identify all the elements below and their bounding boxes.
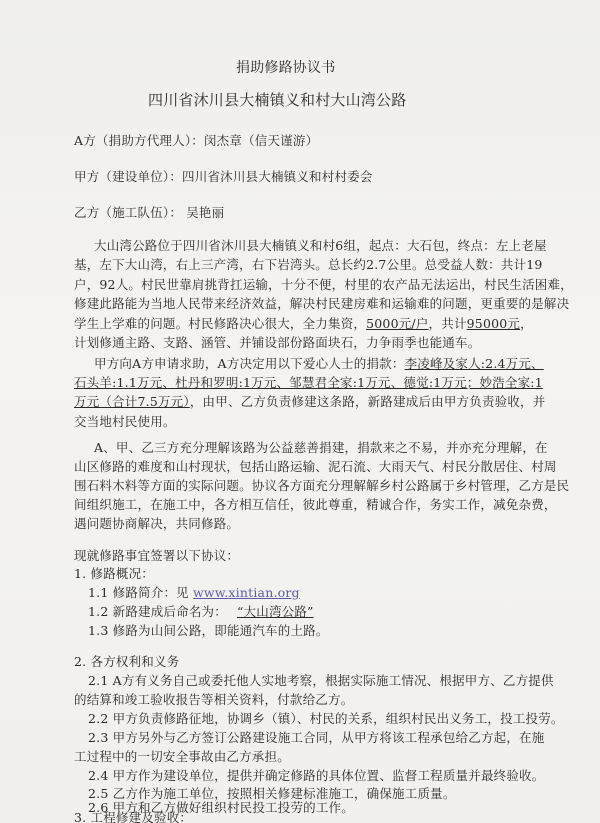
party-yi: 乙方（施工队伍）： 吴艳丽 <box>74 205 225 220</box>
para3-line: 遇问题协商解决，共同修路。 <box>74 516 240 531</box>
para2-line: 交当地村民使用。 <box>74 414 176 429</box>
donor-list: 李凌峰及家人:2.4万元、 <box>404 356 544 371</box>
section1-item-2 <box>88 604 324 620</box>
para1-line: 基，左下大山湾，右上三产湾，右下岩湾头。总长约2.7公里。总受益人数：共计19 <box>74 257 543 272</box>
para2-line <box>94 356 544 372</box>
para3-line: A、甲、乙三方充分理解该路为公益慈善捐建，捐款来之不易，并亦充分理解，在 <box>94 440 548 455</box>
donation-total: 万元（合计7.5万元） <box>74 394 190 409</box>
para1-text: ，共计 <box>428 316 467 331</box>
doc-title: 捐助修路协议书 <box>236 60 336 76</box>
section2-line: 2.2 甲方负责修路征地，协调乡（镇）、村民的关系，组织村民出义务工，投工投劳。 <box>88 711 564 726</box>
section1-item-1-text: 1.1 修路简介：见 <box>88 585 194 600</box>
party-a: A方（捐助方代理人）：闵杰章（信天谨游） <box>74 133 319 148</box>
para3-line: 间组织施工，在施工中，各方相互信任，彼此尊重，精诚合作，务实工作，减免杂费， <box>74 497 557 512</box>
agreement-intro: 现就修路事宜签署以下协议： <box>74 548 240 563</box>
section1-item-1 <box>88 585 300 601</box>
party-jia: 甲方（建设单位）：四川省沐川县大楠镇义和村村委会 <box>74 169 373 184</box>
website-link[interactable]: www.xintian.org <box>193 585 300 600</box>
donor-list: 石头羊:1.1万元、杜丹和罗明:1万元、邹慧君全家:1万元、德觉:1万元；妙浩全家:1 <box>74 375 543 390</box>
para2-line <box>74 394 545 410</box>
doc-subtitle: 四川省沐川县大楠镇义和村大山湾公路 <box>148 91 407 109</box>
road-name: “大山湾公路” <box>236 604 314 619</box>
para1-text: 学生上学难的问题。村民修路决心很大，全力集资， <box>74 316 367 331</box>
para3-line: 围石料木料等方面的实际问题。协议各方面充分理解解乡村公路属于乡村管理，乙方是民 <box>74 478 570 493</box>
amount-total: 95000元 <box>466 316 521 331</box>
section2-line: 2.6 甲方和乙方做好组织村民投工投劳的工作。 <box>88 800 354 815</box>
section1-item-3: 1.3 修路为山间公路，即能通汽车的土路。 <box>88 623 329 638</box>
amount-per-household: 5000元/户 <box>366 316 429 331</box>
section2-line: 2.5 乙方作为施工单位，按照相关修建标准施工，确保施工质量。 <box>88 786 456 801</box>
section2-line: 的结算和竣工验收报告等相关资料，付款给乙方。 <box>74 692 354 707</box>
section1-heading: 1. 修路概况： <box>74 566 154 581</box>
para1-line <box>74 316 533 332</box>
section2-heading: 2. 各方权利和义务 <box>74 654 180 669</box>
section2-line: 2.4 甲方作为建设单位，提供并确定修路的具体位置、监督工程质量并最终验收。 <box>88 768 545 783</box>
section3-heading: 3. 工程修建及验收： <box>74 810 193 823</box>
para2-text: ，由甲、乙方负责修建这条路，新路建成后由甲方负责验收，并 <box>189 394 546 409</box>
para3-line: 山区修路的难度和山村现状，包括山路运输、泥石流、大雨天气、村民分散居住、村周 <box>74 459 557 474</box>
para1-line: 修建此路能为当地人民带来经济效益，解决村民建房难和运输难的问题，更重要的是解决 <box>74 296 570 311</box>
section2-line: 2.1 A方有义务自己或委托他人实地考察，根据实际施工情况、根据甲方、乙方提供 <box>88 673 554 688</box>
section2-line: 工过程中的一切安全事故由乙方承担。 <box>74 749 290 764</box>
section1-item-2-text: 1.2 新路建成后命名为： <box>88 604 227 619</box>
para2-text: 甲方向A方申请求助，A方决定用以下爱心人士的捐款： <box>94 356 405 371</box>
para1-text: ， <box>520 316 533 331</box>
para1-line: 计划修通主路、支路、涵管、并铺设部份路面块石，力争雨季也能通车。 <box>74 335 481 350</box>
para1-line: 大山湾公路位于四川省沐川县大楠镇义和村6组，起点：大石包，终点：左上老屋 <box>94 238 547 253</box>
section2-line: 2.3 甲方另外与乙方签订公路建设施工合同，从甲方将该工程承包给乙方起，在施 <box>88 730 545 745</box>
para1-line: 户，92人。村民世靠肩挑背扛运输，十分不便，村里的农产品无法运出，村民生活困难， <box>74 277 573 292</box>
